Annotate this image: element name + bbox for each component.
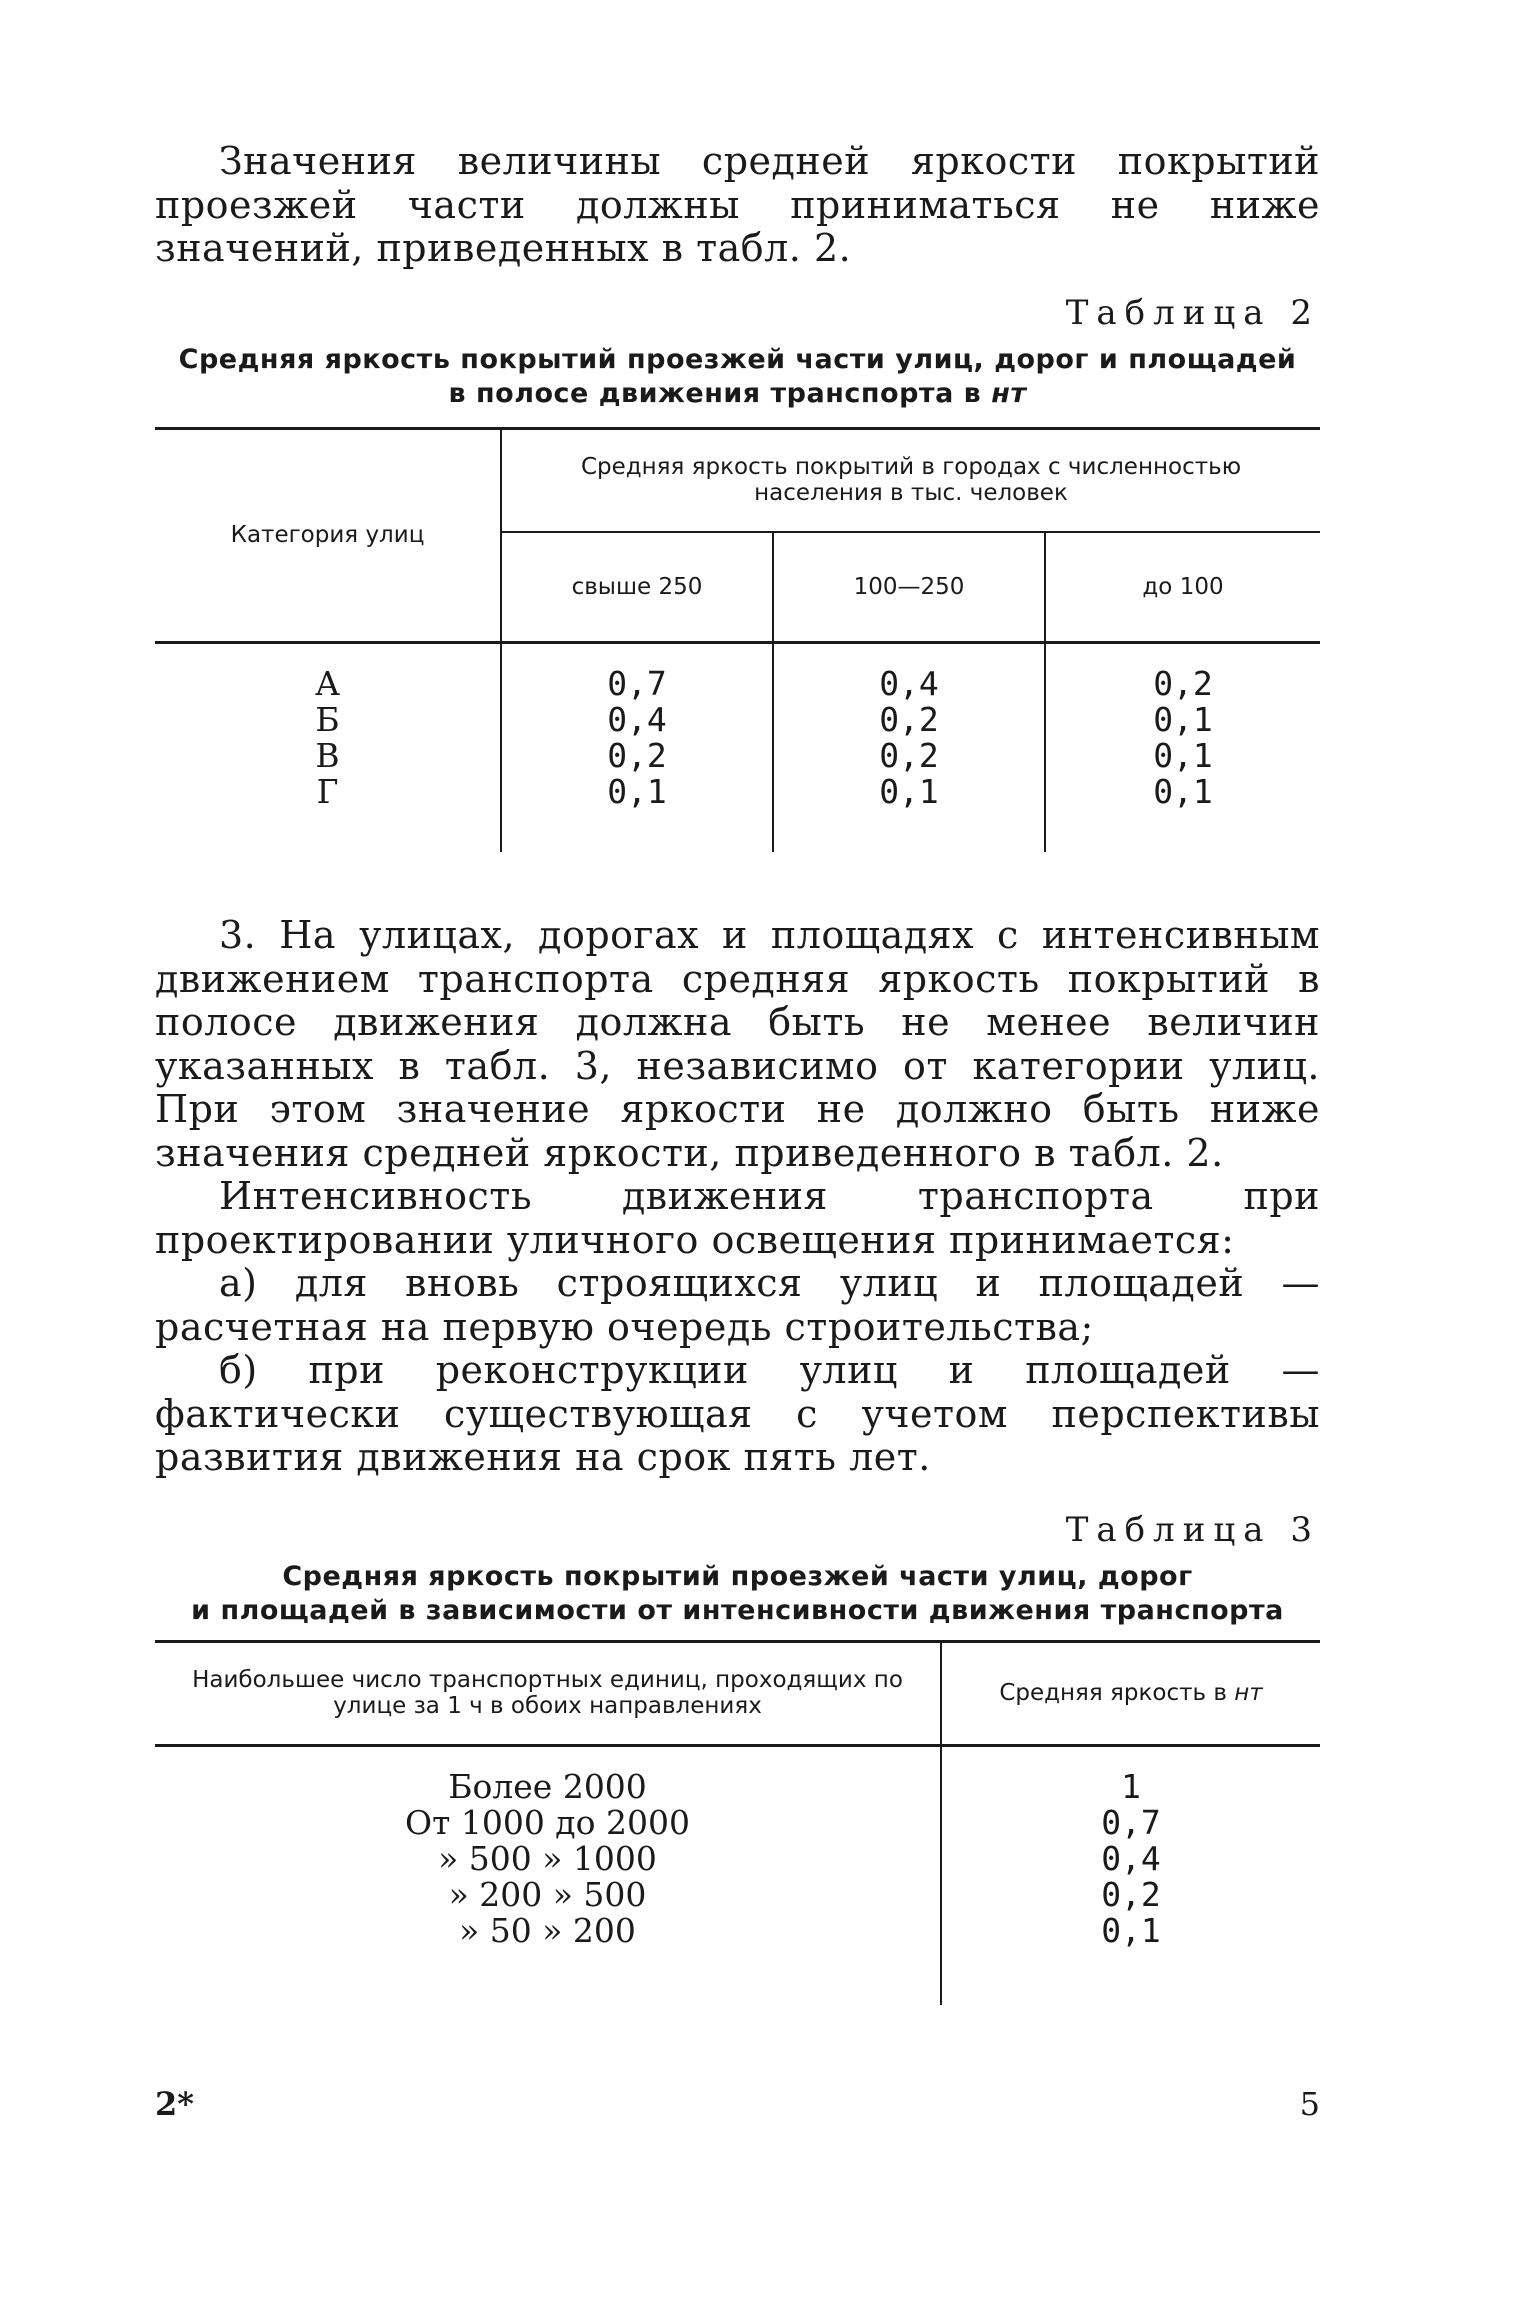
table3-row-range: » 200 » 500 [448,1874,647,1914]
table3-caption-line2: и площадей в зависимости от интенсивности движения транспорта [191,1594,1284,1626]
table2-caption-line1: Средняя яркость покрытий проезжей части улиц, дорог и площадей [178,343,1297,375]
table2-row-category: Б [315,699,340,739]
table2-cell: 0,2 [879,735,939,775]
section3 [155,914,1320,1480]
table2-row-category: А [315,663,340,703]
table2-cell: 0,4 [607,699,667,739]
table2-cell: 0,4 [879,663,939,703]
table3-row-range: » 500 » 1000 [438,1838,657,1878]
table3-cell: 0,4 [1101,1838,1161,1878]
table2-row-category: В [315,735,340,775]
page-number: 5 [1299,2085,1320,2123]
table3-cell: 0,2 [1101,1874,1161,1914]
table3-value-column [941,1745,1320,2005]
section3-paragraph-2: Интенсивность движения транспорта при проектировании уличного освещения принимается: [155,1174,1320,1262]
table2-values-over-250 [501,642,773,852]
table2 [155,427,1320,853]
table2-cell: 0,1 [1153,771,1213,811]
table2-label: Таблица 2 [1065,292,1320,333]
table2-cell: 0,1 [879,771,939,811]
table2-cell: 0,1 [1153,735,1213,775]
table3-header-brightness-unit: нт [1234,1680,1263,1706]
table2-cell: 0,7 [607,663,667,703]
table3-row-range: » 50 » 200 [459,1910,636,1950]
table2-cell: 0,2 [1153,663,1213,703]
table2-subheader-over-250: свыше 250 [501,532,773,642]
table2-subheader-under-100: до 100 [1045,532,1320,642]
table2-caption-line2 [155,377,1320,411]
table2-header-group: Средняя яркость покрытий в городах с численностью населения в тыс. человек [501,428,1320,532]
section3-paragraph-1: 3. На улицах, дорогах и площадях с интенсивным движением транспорта средняя яркость покрытий в полосе движения должна быть не менее величин указанных в табл. 3, независимо от категории улиц. При этом значение яркости не должно быть ниже значения средней яркости, приведенного в табл. 2. [155,913,1320,1175]
table3-header-brightness [941,1641,1320,1745]
table2-subheader-100-250: 100—250 [773,532,1045,642]
table2-values-100-250 [773,642,1045,852]
table3-row-range: Более 2000 [448,1766,647,1806]
table2-caption [155,343,1320,411]
table2-category-column [155,642,501,852]
table2-cell: 0,1 [1153,699,1213,739]
signature-mark: 2* [155,2085,194,2123]
table3-label: Таблица 3 [1065,1509,1320,1550]
table2-cell: 0,2 [607,735,667,775]
intro-paragraph: Значения величины средней яркости покрытий проезжей части должны приниматься не ниже значений, приведенных в табл. 2. [155,139,1320,270]
table3-row-range: От 1000 до 2000 [405,1802,690,1842]
table3-header-brightness-text: Средняя яркость в [999,1680,1227,1706]
table3-header-traffic: Наибольшее число транспортных единиц, проходящих по улице за 1 ч в обоих направлениях [155,1641,941,1745]
table2-row-category: Г [316,771,339,811]
table3-cell: 0,1 [1101,1910,1161,1950]
table2-cell: 0,1 [607,771,667,811]
section3-item-b: б) при реконструкции улиц и площадей — фактически существующая с учетом перспективы развития движения на срок пять лет. [155,1348,1320,1479]
table3-cell: 0,7 [1101,1802,1161,1842]
table2-caption-unit: нт [991,377,1027,409]
table3-caption [155,1560,1320,1628]
table2-header-category: Категория улиц [155,428,501,642]
document-page [155,140,1320,2005]
table2-caption-text: в полосе движения транспорта в [448,377,982,409]
table3-range-column [155,1745,941,2005]
table2-values-under-100 [1045,642,1320,852]
table3-caption-line1: Средняя яркость покрытий проезжей части улиц, дорог [282,1560,1193,1592]
table2-cell: 0,2 [879,699,939,739]
table3-cell: 1 [1121,1766,1141,1806]
section3-item-a: а) для вновь строящихся улиц и площадей — расчетная на первую очередь строительства; [155,1261,1320,1349]
table3 [155,1640,1320,2006]
